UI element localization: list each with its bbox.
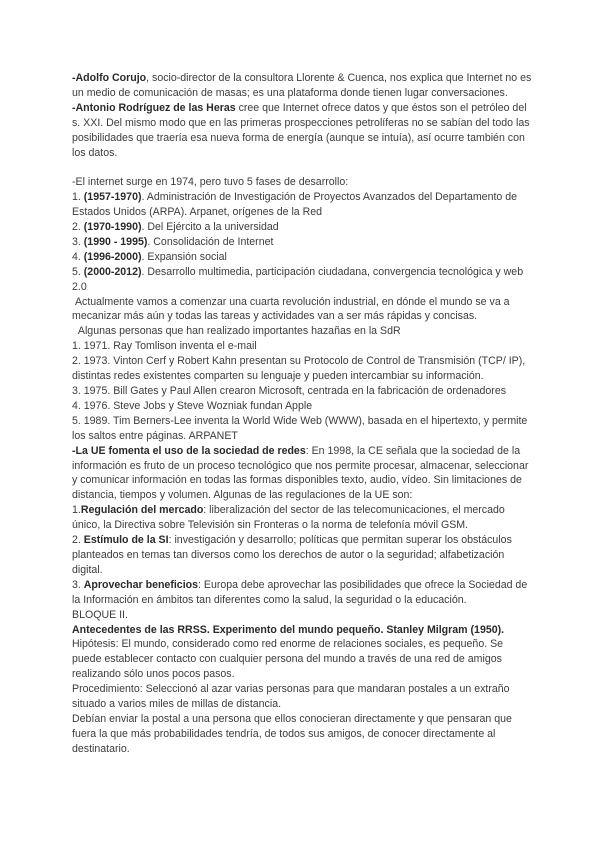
paragraph-rodriguez: -Antonio Rodríguez de las Heras cree que Internet ofrece datos y que éstos son el petróleo del s. XXI. Del mismo modo que en las primeras prospecciones petrolíferas no se sabían del todo las posibilidades que traería esa nueva forma de energía (aunque se intuía), así ocurre también con los datos. [72, 101, 530, 159]
feat-item: 5. 1989. Tim Berners-Lee inventa la World Wide Web (WWW), basada en el hipertexto, y permite los saltos entre páginas. ARPANET [72, 414, 528, 442]
phase-item: 2. (1970-1990). Del Ejército a la universidad [72, 221, 279, 234]
phase-item: 4. (1996-2000). Expansión social [72, 250, 227, 263]
name-corujo: -Adolfo Corujo [72, 72, 147, 84]
paragraph-corujo: -Adolfo Corujo, socio-director de la consultora Llorente & Cuenca, nos explica que Internet no es un medio de comunicación de masas; es una plataforma donde tienen lugar conversaciones. [72, 72, 532, 99]
blank-line [72, 160, 532, 175]
feat-item: 3. 1975. Bill Gates y Paul Allen crearon Microsoft, centrada en la fabricación de ordenadores [72, 385, 507, 398]
feat-item: 1. 1971. Ray Tomlison inventa el e-mail [72, 340, 257, 353]
feat-item: 4. 1976. Steve Jobs y Steve Wozniak fundan Apple [72, 399, 313, 412]
bloque-label: BLOQUE II. [72, 608, 128, 621]
feat-item: 2. 1973. Vinton Cerf y Robert Kahn presentan su Protocolo de Control de Transmisión (TCP/ IP), distintas redes existentes comparten su lenguaje y pueden intercambiar su información. [72, 355, 526, 383]
phase-item: 5. (2000-2012). Desarrollo multimedia, participación ciudadana, convergencia tecnológica y web 2.0 [72, 265, 524, 293]
name-rodriguez: -Antonio Rodríguez de las Heras [72, 101, 236, 114]
regulation-item: 2. Estímulo de la SI: investigación y desarrollo; políticas que permitan superar los obstáculos planteados en temas tan diversos como los derechos de autor o la seguridad; alfabetización digital. [72, 534, 512, 576]
phase-item: 1. (1957-1970). Administración de Investigación de Proyectos Avanzados del Departamento de Estados Unidos (ARPA). Arpanet, orígenes de la Red [72, 191, 518, 219]
paragraph-ue: -La UE fomenta el uso de la sociedad de redes: En 1998, la CE señala que la sociedad de la información es fruto de un proceso tecnológico que nos permite procesar, almacenar, seleccionar y comunicar información en todas las formas disponibles texto, audio, vídeo. Sin limitaciones de distancia, tiempos y volumen. Algunas de las regulaciones de la UE son: [72, 444, 529, 502]
paragraph-procedimiento: Procedimiento: Seleccionó al azar varias personas para que mandaran postales a un extraño situado a varios miles de millas de distancia. [72, 683, 510, 711]
paragraph-feats-intro: Algunas personas que han realizado importantes hazañas en la SdR [72, 325, 401, 338]
paragraph-internet-phases-intro: -El internet surge en 1974, pero tuvo 5 fases de desarrollo: [72, 176, 349, 189]
regulation-item: 1.Regulación del mercado: liberalización del sector de las telecomunicaciones, el mercado único, la Directiva sobre Televisión sin Fronteras o la norma de telefonía móvil GSM. [72, 504, 505, 532]
paragraph-fourth-revolution: Actualmente vamos a comenzar una cuarta revolución industrial, en dónde el mundo se va a mecanizar más aún y todas las tareas y actividades van a ser más rápidas y concisas. [72, 295, 513, 323]
paragraph-hipotesis: Hipótesis: El mundo, considerado como red enorme de relaciones sociales, es pequeño. Se puede establecer contacto con cualquier persona del mundo a través de una red de amigos realizando sólo unos pocos pasos. [72, 638, 504, 681]
section-heading: Antecedentes de las RRSS. Experimento del mundo pequeño. Stanley Milgram (1950). [72, 623, 505, 636]
phase-item: 3. (1990 - 1995). Consolidación de Internet [72, 235, 274, 248]
heading-ue: -La UE fomenta el uso de la sociedad de redes [72, 444, 306, 457]
paragraph-debian: Debían enviar la postal a una persona que ellos conocieran directamente y que pensaran que fuera la que más probabilidades tendría, de todos sus amigos, de conocer directamente al destinatario. [72, 712, 512, 755]
regulation-item: 3. Aprovechar beneficios: Europa debe aprovechar las posibilidades que ofrece la Sociedad de la Información en ámbitos tan diferentes como la salud, la seguridad o la educación. [72, 578, 528, 606]
document-body [72, 71, 532, 757]
